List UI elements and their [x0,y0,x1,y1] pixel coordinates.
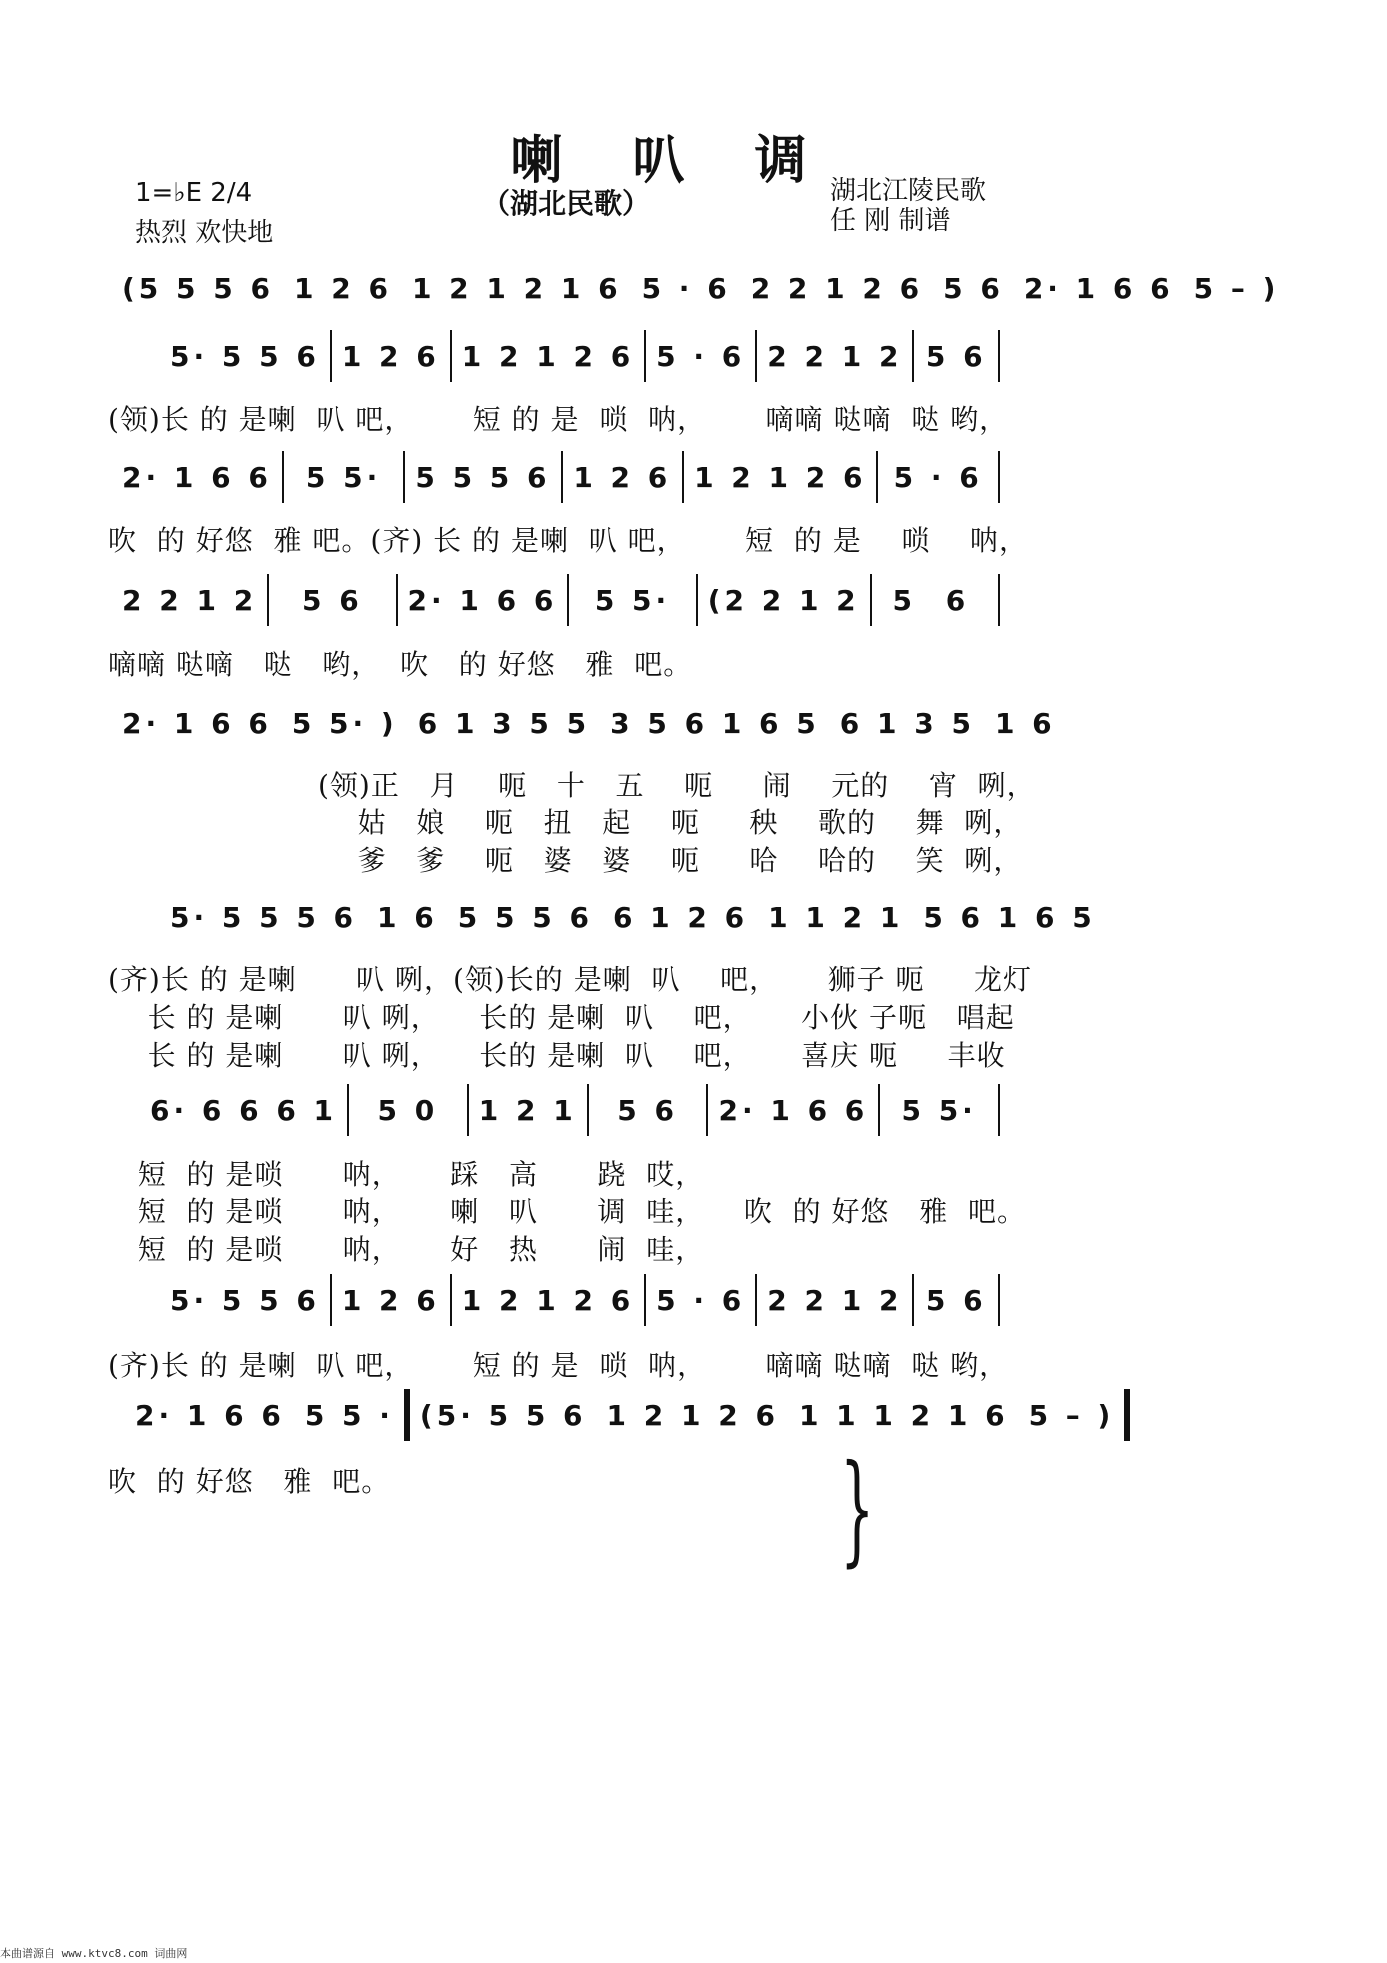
measure [398,570,568,630]
measure-notes: 6 1 3 5 5 [417,706,591,740]
measure-notes: 1 2 6 [341,1283,440,1317]
measure-notes: 2 2 1 2 [122,583,258,617]
lyric-line: 长 的 是喇 叭 咧， 长的 是喇 叭 吧， 喜庆 呃 丰收 [108,1039,1006,1072]
measure [402,258,632,318]
staff-line [140,1080,1000,1140]
lyric-line: 短 的 是唢 呐， 喇 叭 调 哇， 吹 的 好悠 雅 吧。 [108,1195,1027,1228]
measure [448,887,603,947]
measure-notes: 1 6 [377,900,438,934]
measure-notes: 6· 6 6 6 1 [150,1093,338,1127]
staff-line [112,570,1000,630]
lyric-line: (齐)长 的 是喇 叭 咧，(领)长的 是喇 叭 吧， 狮子 呃 龙灯 [108,963,1033,996]
measure [589,1080,707,1140]
measure-notes: 5 · 6 [893,460,983,494]
lyric-line: (领)长 的 是喇 叭 吧， 短 的 是 唢 呐， 嘀嘀 哒嘀 哒 哟， [108,403,1009,436]
measure [1019,1385,1125,1445]
measure [830,693,985,753]
measure-notes: 5 6 [943,271,1004,305]
measure [600,693,830,753]
measure-notes: (5· 5 5 6 [419,1398,587,1432]
measure-notes: 2· 1 6 6 [122,460,272,494]
measure [914,1270,998,1330]
measure [112,258,284,318]
measure [757,1270,912,1330]
measure-notes: 5· 5 5 6 [170,339,320,373]
tempo-marking: 热烈 欢快地 [135,218,274,248]
measure-notes: 5 · 6 [656,1283,746,1317]
measure [284,258,402,318]
measure [880,1080,998,1140]
measure [408,693,600,753]
measure [985,693,1066,753]
lyric-line: 吹 的 好悠 雅 吧。 [108,1465,391,1498]
measure-notes: 5 6 [925,339,987,373]
measure [160,887,367,947]
measure [367,887,448,947]
measure-notes: 5 6 [302,583,363,617]
measure-notes: 1 2 1 [478,1093,577,1127]
measure-notes: 5 · 6 [656,339,746,373]
lyric-line: 姑 娘 呃 扭 起 呃 秧 歌的 舞 咧， [318,806,1023,839]
measure-notes: 1 2 1 2 6 [694,460,867,494]
measure-notes: 1 6 [994,706,1056,740]
measure-notes: 5 – ) [1028,1398,1115,1432]
measure [933,258,1014,318]
measure [332,1270,450,1330]
measure-notes: 2· 1 6 6 [122,706,272,740]
measure-notes: 3 5 6 1 6 5 [610,706,820,740]
measure [646,1270,755,1330]
measure-notes: 5· 5 5 5 6 [170,900,358,934]
footer-note: 本曲谱源自 www.ktvc8.com 词曲网 [0,1947,188,1960]
measure [452,326,644,386]
lyric-line: 短 的 是唢 呐， 好 热 闹 哇， [108,1233,705,1266]
measure [603,887,758,947]
measure-notes: 5 5· [594,583,671,617]
measure [349,1080,467,1140]
measure [125,1385,295,1445]
measure [112,693,282,753]
measure [913,887,1105,947]
measure-notes: 1 2 1 2 1 6 [411,271,622,305]
lyric-brace: } [840,1440,875,1579]
measure-notes: 5 5· [901,1093,977,1127]
measure [469,1080,587,1140]
measure-notes: 5 6 [617,1093,678,1127]
arranger: 任 刚 制谱 [830,206,951,236]
measure-notes: 1 2 1 2 6 [606,1398,779,1432]
measure [405,447,560,507]
measure-notes: 5 6 [925,1283,987,1317]
measure [160,326,330,386]
lyric-line: (齐)长 的 是喇 叭 吧， 短 的 是 唢 呐， 嘀嘀 哒嘀 哒 哟， [108,1349,1009,1382]
measure [295,1385,404,1445]
measure [872,570,998,630]
measure-notes: 1 2 1 2 6 [461,1283,635,1317]
measure-notes: 5 5· ) [291,706,398,740]
measure-notes: 5 5 5 6 [415,460,551,494]
bar-line [998,451,1000,503]
bar-line [998,1084,1000,1136]
measure-notes: 2· 1 6 6 [718,1093,869,1127]
measure [878,447,998,507]
measure-notes: (2 2 1 2 [707,583,860,617]
measure [563,447,683,507]
measure-notes: 5 – ) [1193,271,1280,305]
measure-notes: 2· 1 6 6 [407,583,558,617]
measure [914,326,998,386]
measure-notes: 1 2 1 2 6 [461,339,635,373]
measure [269,570,395,630]
staff-line [112,258,1280,318]
credits [830,176,986,236]
bar-line [998,330,1000,382]
lyric-line: 爹 爹 呃 婆 婆 呃 哈 哈的 笑 咧， [318,844,1023,877]
measure [1184,258,1290,318]
measure [708,1080,878,1140]
measure [112,447,282,507]
measure-notes: (5 5 5 6 [122,271,274,305]
measure-notes: 5 5· [305,460,382,494]
origin: 湖北江陵民歌 [830,176,987,206]
lyric-line: 短 的 是唢 呐， 踩 高 跷 哎， [108,1158,705,1191]
measure [452,1270,644,1330]
measure [597,1385,789,1445]
staff-line [160,887,1096,947]
lyric-line: 长 的 是喇 叭 咧， 长的 是喇 叭 吧， 小伙 子呃 唱起 [108,1001,1015,1034]
measure-notes: 5 5 5 6 [457,900,593,934]
staff-line [160,1270,1000,1330]
measure-notes: 2 2 1 2 [767,1283,903,1317]
measure-notes: 5 6 [892,583,978,617]
measure [698,570,870,630]
measure [332,326,450,386]
measure-notes: 5 0 [377,1093,439,1127]
measure-notes: 2· 1 6 6 [1023,271,1174,305]
measure-notes: 5 5 · [304,1398,394,1432]
measure-notes: 5· 5 5 6 [170,1283,320,1317]
measure [1014,258,1184,318]
measure [284,447,404,507]
subtitle: （湖北民歌） [482,187,651,220]
measure [160,1270,330,1330]
measure-notes: 2 2 1 2 [767,339,903,373]
measure-notes: 2 2 1 2 6 [750,271,924,305]
measure [410,1385,597,1445]
measure [684,447,876,507]
measure [282,693,408,753]
bar-line [1124,1389,1130,1441]
measure [789,1385,1019,1445]
measure [741,258,933,318]
measure [140,1080,347,1140]
measure-notes: 1 2 6 [341,339,440,373]
measure-notes: 1 2 6 [573,460,672,494]
measure-notes: 5 6 1 6 5 [923,900,1096,934]
staff-line [112,447,1000,507]
lyric-line: (领)正 月 呃 十 五 呃 闹 元的 宵 咧， [318,769,1036,802]
measure [112,570,267,630]
staff-line [112,693,1056,753]
lyric-line: 嘀嘀 哒嘀 哒 哟， 吹 的 好悠 雅 吧。 [108,648,693,681]
key-signature: 1=♭E 2/4 [135,178,253,208]
bar-line [998,574,1000,626]
measure-notes: 1 2 6 [293,271,392,305]
measure [758,887,913,947]
page-title: 喇叭调 [510,130,877,191]
lyric-line: 吹 的 好悠 雅 吧。(齐) 长 的 是喇 叭 吧， 短 的 是 唢 呐， [108,524,1028,557]
measure [569,570,695,630]
measure-notes: 1 1 2 1 [768,900,904,934]
measure-notes: 2· 1 6 6 [135,1398,285,1432]
bar-line [998,1274,1000,1326]
measure [757,326,912,386]
staff-line [125,1385,1115,1445]
measure-notes: 1 1 1 2 1 6 [798,1398,1009,1432]
measure [646,326,755,386]
measure-notes: 6 1 2 6 [612,900,749,934]
measure-notes: 6 1 3 5 [839,706,975,740]
staff-line [160,326,1000,386]
measure [632,258,741,318]
measure-notes: 5 · 6 [641,271,731,305]
